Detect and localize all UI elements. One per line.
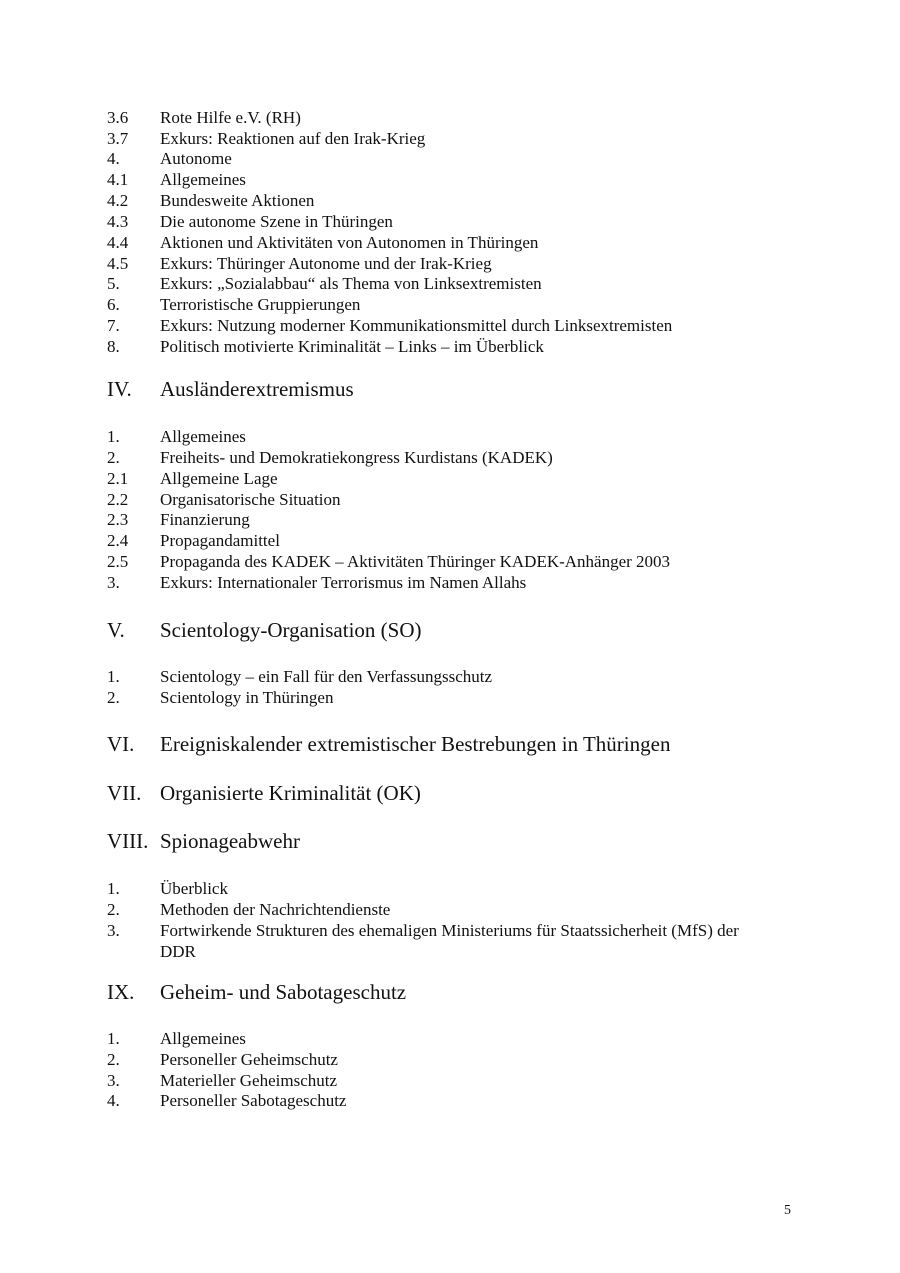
entry-number: V. (107, 618, 125, 642)
entry-number: 4.4 (107, 233, 129, 252)
entry-title: Exkurs: Thüringer Autonome und der Irak-Krieg (160, 254, 492, 273)
entry-number: 3.7 (107, 129, 129, 148)
entry-title: Exkurs: „Sozialabbau“ als Thema von Linksextremisten (160, 274, 542, 293)
entry-title: Scientology in Thüringen (160, 688, 334, 707)
entry-title: Ereigniskalender extremistischer Bestrebungen in Thüringen (160, 732, 671, 756)
entry-title: Terroristische Gruppierungen (160, 295, 361, 314)
entry-title: Allgemeines (160, 427, 246, 446)
entry-title-continuation: DDR (160, 942, 196, 961)
entry-title: Scientology – ein Fall für den Verfassungsschutz (160, 667, 493, 686)
entry-title: Bundesweite Aktionen (160, 191, 315, 210)
entry-title: Allgemeine Lage (160, 469, 278, 488)
entry-number: 2.4 (107, 531, 129, 550)
entry-title: Organisatorische Situation (160, 490, 341, 509)
entry-number: 8. (107, 337, 120, 356)
entry-number: 1. (107, 667, 120, 686)
page-number: 5 (784, 1203, 791, 1218)
entry-number: 3. (107, 1071, 120, 1090)
entry-number: VII. (107, 781, 142, 805)
entry-number: 4.1 (107, 170, 129, 189)
entry-title: Finanzierung (160, 510, 250, 529)
entry-title: Autonome (160, 149, 232, 168)
entry-number: 4.2 (107, 191, 129, 210)
entry-title: Exkurs: Internationaler Terrorismus im Namen Allahs (160, 573, 527, 592)
entry-title: Freiheits- und Demokratiekongress Kurdistans (KADEK) (160, 448, 553, 467)
entry-number: VI. (107, 732, 135, 756)
entry-number: 2. (107, 688, 120, 707)
entry-title: Methoden der Nachrichtendienste (160, 900, 391, 919)
entry-number: 2.2 (107, 490, 129, 509)
entry-number: 3.6 (107, 108, 129, 127)
entry-number: 5. (107, 274, 120, 293)
entry-title: Materieller Geheimschutz (160, 1071, 338, 1090)
entry-title: Rote Hilfe e.V. (RH) (160, 108, 301, 127)
entry-number: 3. (107, 921, 120, 940)
entry-number: VIII. (107, 829, 149, 853)
entry-title: Scientology-Organisation (SO) (160, 618, 422, 642)
entry-title: Allgemeines (160, 1029, 246, 1048)
entry-number: 2.1 (107, 469, 129, 488)
entry-number: 6. (107, 295, 120, 314)
entry-number: IV. (107, 377, 132, 401)
entry-number: 7. (107, 316, 120, 335)
entry-title: Politisch motivierte Kriminalität – Links – im Überblick (160, 337, 544, 356)
entry-number: 4.3 (107, 212, 129, 231)
entry-number: 2. (107, 1050, 120, 1069)
entry-number: 3. (107, 573, 120, 592)
entry-title: Personeller Geheimschutz (160, 1050, 338, 1069)
entry-number: 2. (107, 900, 120, 919)
entry-number: 1. (107, 427, 120, 446)
entry-number: 1. (107, 879, 120, 898)
entry-title: Fortwirkende Strukturen des ehemaligen Ministeriums für Staatssicherheit (MfS) der (160, 921, 739, 940)
entry-title: Überblick (160, 879, 228, 898)
entry-title: Ausländerextremismus (160, 377, 354, 401)
entry-title: Geheim- und Sabotageschutz (160, 980, 407, 1004)
entry-number: 4.5 (107, 254, 129, 273)
entry-title: Personeller Sabotageschutz (160, 1091, 347, 1110)
entry-number: 1. (107, 1029, 120, 1048)
entry-title: Allgemeines (160, 170, 246, 189)
entry-number: 2. (107, 448, 120, 467)
entry-number: 2.3 (107, 510, 129, 529)
entry-title: Propagandamittel (160, 531, 280, 550)
entry-title: Die autonome Szene in Thüringen (160, 212, 393, 231)
entry-number: 4. (107, 149, 120, 168)
entry-number: 2.5 (107, 552, 129, 571)
entry-title: Exkurs: Nutzung moderner Kommunikationsmittel durch Linksextremisten (160, 316, 673, 335)
entry-title: Organisierte Kriminalität (OK) (160, 781, 421, 805)
entry-title: Spionageabwehr (160, 829, 300, 853)
entry-number: 4. (107, 1091, 120, 1110)
entry-title: Exkurs: Reaktionen auf den Irak-Krieg (160, 129, 426, 148)
entry-number: IX. (107, 980, 135, 1004)
entry-title: Aktionen und Aktivitäten von Autonomen in Thüringen (160, 233, 539, 252)
entry-title: Propaganda des KADEK – Aktivitäten Thüringer KADEK-Anhänger 2003 (160, 552, 671, 571)
